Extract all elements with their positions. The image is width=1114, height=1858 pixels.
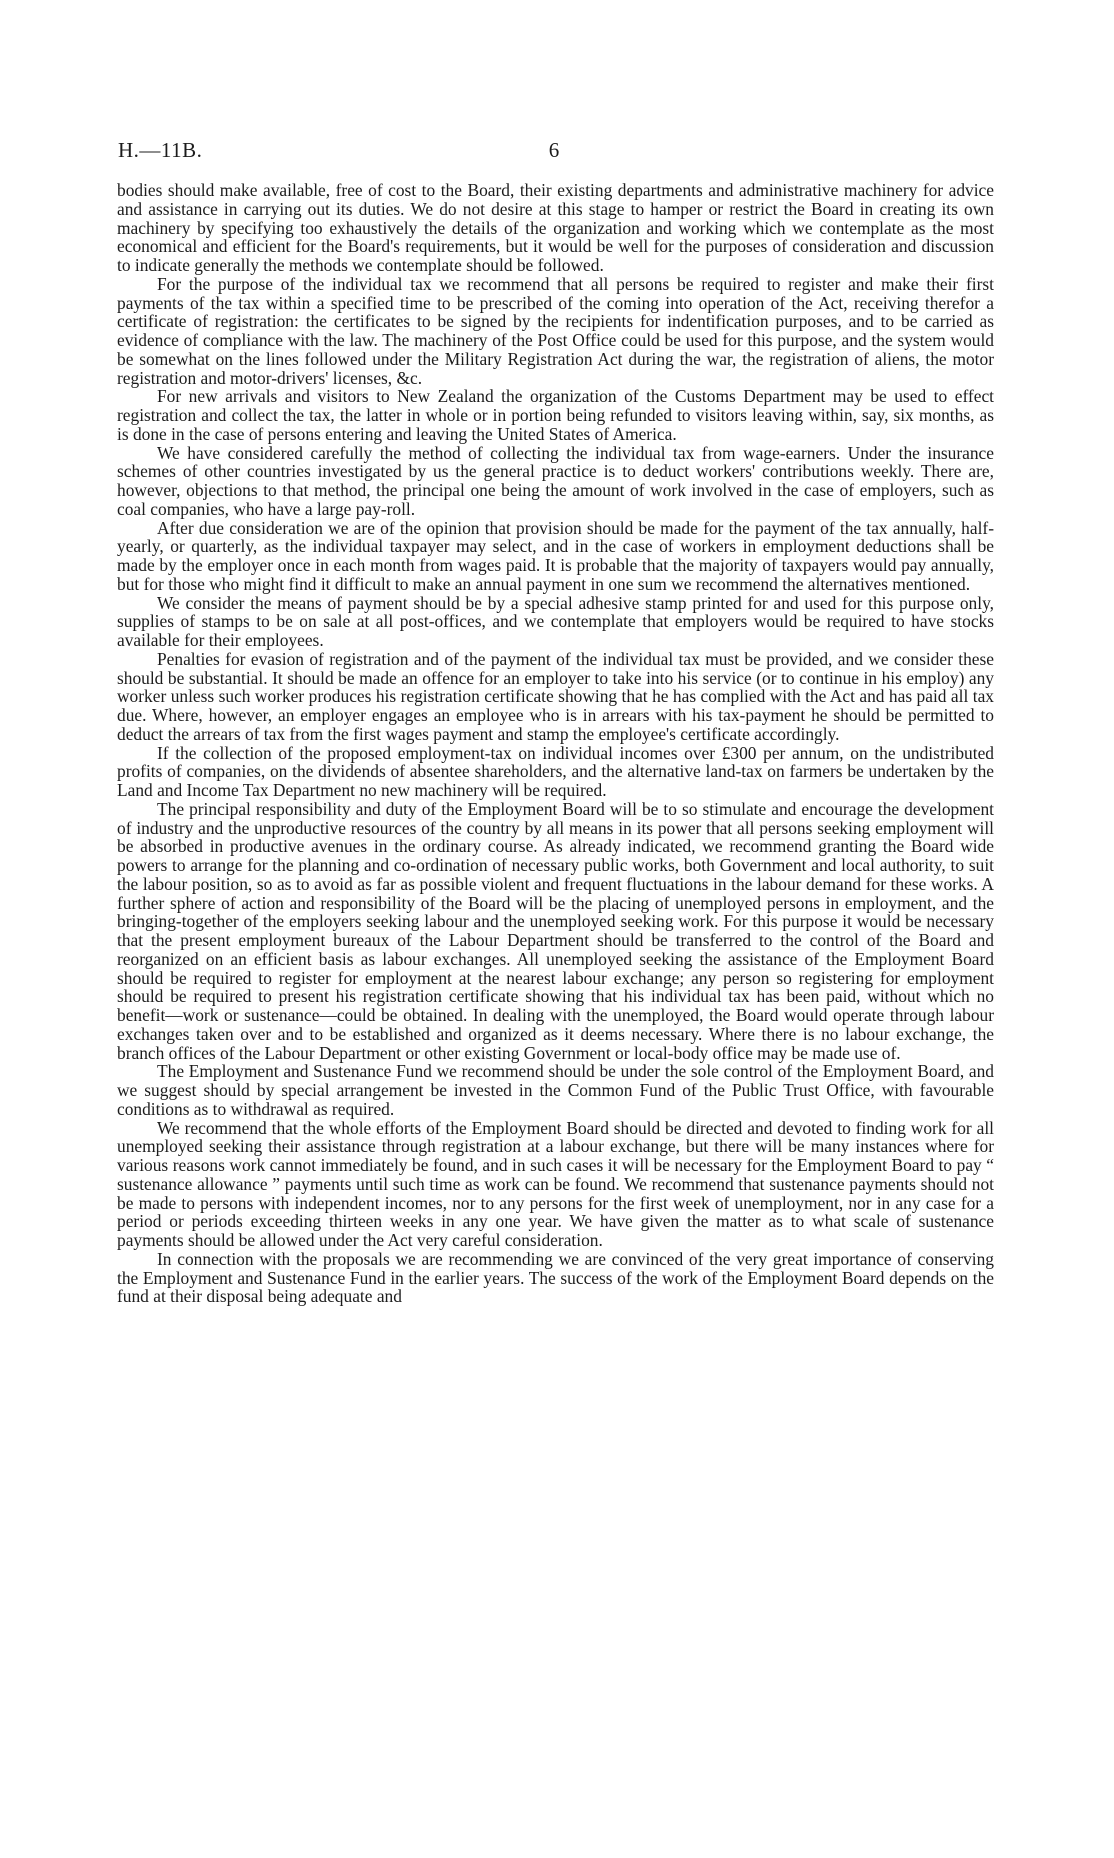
body-text xyxy=(117,181,994,1306)
paragraph: In connection with the proposals we are recommending we are convinced of the very great importance of conserving the Employment and Sustenance Fund in the earlier years. The success of the work of the Employment Board depends on the fund at their disposal being adequate and xyxy=(117,1248,994,1307)
page-number: 6 xyxy=(548,138,560,162)
paragraph: For the purpose of the individual tax we recommend that all persons be required to register and make their first payments of the tax within a specified time to be prescribed of the coming into operation of the Act, receiving therefor a certificate of registration: the certificates to be signed by the recipients for indentification purposes, and to be carried as evidence of compliance with the law. The machinery of the Post Office could be used for this purpose, and the system would be somewhat on the lines followed under the Military Registration Act during the war, the registration of aliens, the motor registration and motor-drivers' licenses, &c. xyxy=(117,273,994,388)
paragraph: We consider the means of payment should be by a special adhesive stamp printed for and used for this purpose only, supplies of stamps to be on sale at all post-offices, and we contemplate that employers would be required to have stocks available for their employees. xyxy=(117,592,994,650)
paragraph: The principal responsibility and duty of the Employment Board will be to so stimulate and encourage the development of industry and the unproductive resources of the country by all means in its power that all persons seeking employment will be absorbed in productive avenues in the ordinary course. As already indicated, we recommend granting the Board wide powers to arrange for the planning and co-ordination of necessary public works, both Government and local authority, to suit the labour position, so as to avoid as far as possible violent and frequent fluctuations in the labour demand for these works. A further sphere of action and responsibility of the Board will be the placing of unemployed persons in employment, and the bringing-together of the employers seeking labour and the unemployed seeking work. For this purpose it would be necessary that the present employment bureaux of the Labour Department should be transferred to the control of the Board and reorganized on an efficient basis as labour exchanges. All unemployed seeking the assistance of the Employment Board should be required to register for employment at the nearest labour exchange; any person so registering for employment should be required to present his registration certificate showing that his individual tax has been paid, without which no benefit—work or sustenance—could be obtained. In dealing with the unemployed, the Board would operate through labour exchanges taken over and to be established and organized as it deems necessary. Where there is no labour exchange, the branch offices of the Labour Department or other existing Government or local-body office may be made use of. xyxy=(117,798,994,1063)
paragraph: We recommend that the whole efforts of the Employment Board should be directed and devoted to finding work for all unemployed seeking their assistance through registration at a labour exchange, but there will be many instances where for various reasons work cannot immediately be found, and in such cases it will be necessary for the Employment Board to pay “ sustenance allowance ” payments until such time as work can be found. We recommend that sustenance payments should not be made to persons with independent incomes, nor to any persons for the first week of unemployment, nor in any case for a period or periods exceeding thirteen weeks in any one year. We have given the matter as to what scale of sustenance payments should be allowed under the Act very careful consideration. xyxy=(117,1117,994,1250)
paragraph: For new arrivals and visitors to New Zealand the organization of the Customs Department may be used to effect registration and collect the tax, the latter in whole or in portion being refunded to visitors leaving within, say, six months, as is done in the case of persons entering and leaving the United States of America. xyxy=(117,386,994,444)
paragraph: We have considered carefully the method of collecting the individual tax from wage-earners. Under the insurance schemes of other countries investigated by us the general practice is to deduct workers' contributions weekly. There are, however, objections to that method, the principal one being the amount of work involved in the case of employers, such as coal companies, who have a large pay-roll. xyxy=(117,442,994,519)
paragraph: After due consideration we are of the opinion that provision should be made for the payment of the tax annually, half-yearly, or quarterly, as the individual taxpayer may select, and in the case of workers in employment deductions shall be made by the employer once in each month from wages paid. It is probable that the majority of taxpayers would pay annually, but for those who might find it difficult to make an annual payment in one sum we recommend the alternatives mentioned. xyxy=(117,517,994,594)
paragraph: bodies should make available, free of cost to the Board, their existing departments and administrative machinery for advice and assistance in carrying out its duties. We do not desire at this stage to hamper or restrict the Board in creating its own machinery by specifying too exhaustively the details of the organization and working which we contemplate as the most economical and efficient for the Board's requirements, but it would be well for the purposes of consideration and discussion to indicate generally the methods we contemplate should be followed. xyxy=(117,180,994,275)
paragraph: Penalties for evasion of registration and of the payment of the individual tax must be provided, and we consider these should be substantial. It should be made an offence for an employer to take into his service (or to continue in his employ) any worker unless such worker produces his registration certificate showing that he has complied with the Act and has paid all tax due. Where, however, an employer engages an employee who is in arrears with his tax-payment he should be permitted to deduct the arrears of tax from the first wages payment and stamp the employee's certificate accordingly. xyxy=(117,648,994,744)
page-header xyxy=(118,138,990,168)
document-reference: H.—11B. xyxy=(118,138,203,162)
paragraph: The Employment and Sustenance Fund we recommend should be under the sole control of the Employment Board, and we suggest should by special arrangement be invested in the Common Fund of the Public Trust Office, with favourable conditions as to withdrawal as required. xyxy=(117,1061,994,1119)
paragraph: If the collection of the proposed employment-tax on individual incomes over £300 per annum, on the undistributed profits of companies, on the dividends of absentee shareholders, and the alternative land-tax on farmers be undertaken by the Land and Income Tax Department no new machinery will be required. xyxy=(117,742,994,800)
